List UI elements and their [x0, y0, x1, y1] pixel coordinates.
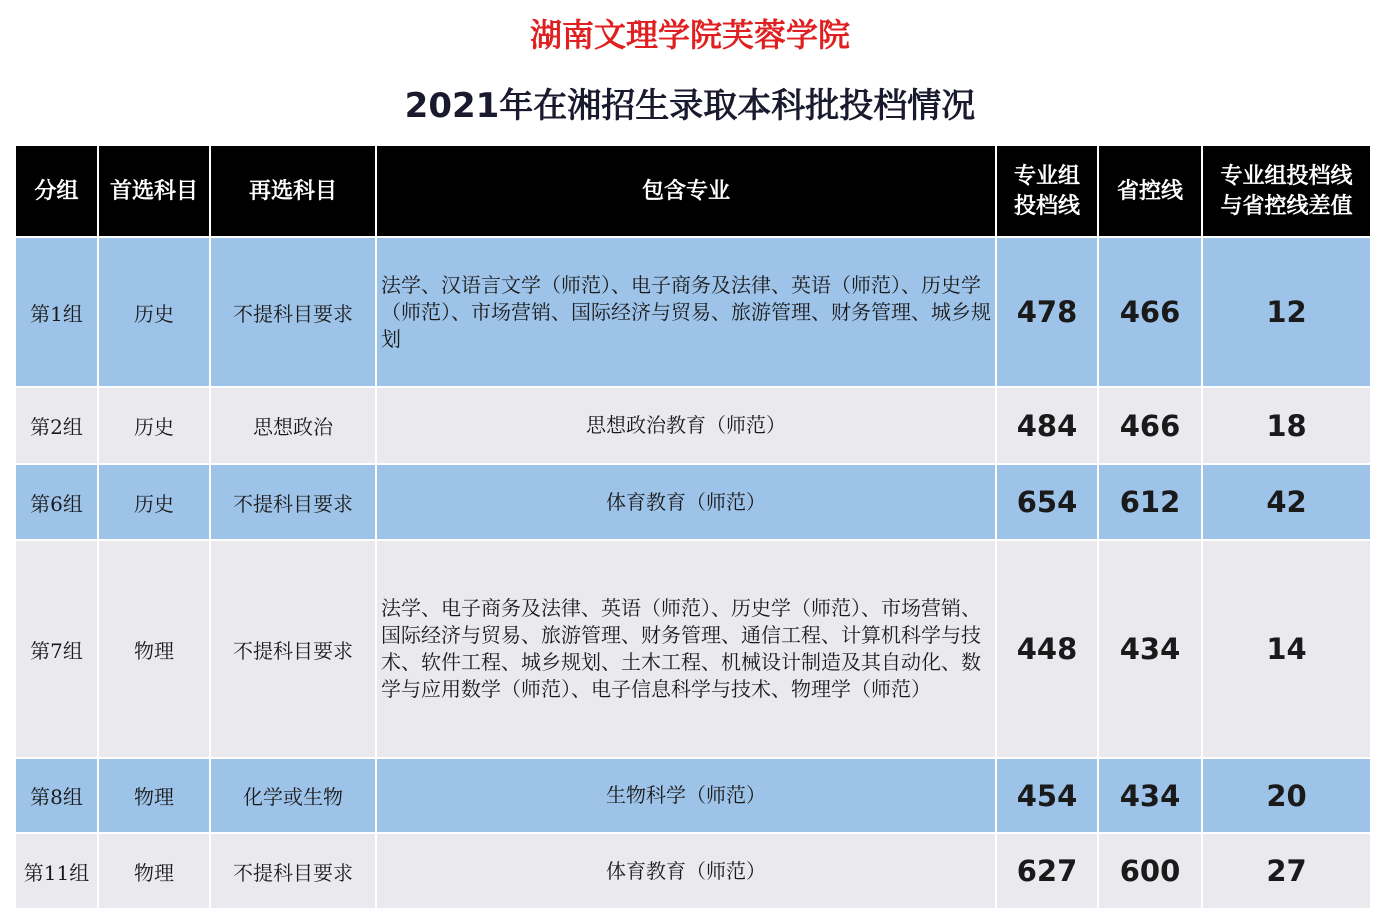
- cell-control-line: 466: [1098, 387, 1202, 464]
- cell-majors: 生物科学（师范）: [376, 758, 996, 833]
- cell-majors: 法学、电子商务及法律、英语（师范）、历史学（师范）、市场营销、国际经济与贸易、旅游管理、财务管理、通信工程、计算机科学与技术、软件工程、城乡规划、土木工程、机械设计制造及其自动化、数学与应用数学（师范）、电子信息科学与技术、物理学（师范）: [376, 540, 996, 758]
- document-title: 2021年在湘招生录取本科批投档情况: [404, 86, 976, 126]
- table-row: [16, 387, 1370, 464]
- cell-second-subject: 不提科目要求: [210, 464, 376, 540]
- cell-second-subject: 思想政治: [210, 387, 376, 464]
- col-header-group: 分组: [16, 146, 98, 237]
- cell-group-score: 454: [996, 758, 1098, 833]
- table-row: [16, 758, 1370, 833]
- table-row: [16, 237, 1370, 387]
- cell-group-score: 448: [996, 540, 1098, 758]
- cell-control-line: 466: [1098, 237, 1202, 387]
- cell-group-score: 654: [996, 464, 1098, 540]
- col-header-difference: 专业组投档线 与省控线差值: [1202, 146, 1370, 237]
- cell-group: 第6组: [16, 464, 98, 540]
- cell-group: 第7组: [16, 540, 98, 758]
- admission-table: [16, 146, 1370, 910]
- cell-majors: 体育教育（师范）: [376, 833, 996, 909]
- cell-difference: 27: [1202, 833, 1370, 909]
- cell-second-subject: 化学或生物: [210, 758, 376, 833]
- cell-majors: 体育教育（师范）: [376, 464, 996, 540]
- cell-control-line: 612: [1098, 464, 1202, 540]
- cell-majors: 思想政治教育（师范）: [376, 387, 996, 464]
- cell-second-subject: 不提科目要求: [210, 833, 376, 909]
- cell-group-score: 627: [996, 833, 1098, 909]
- cell-first-subject: 物理: [98, 540, 210, 758]
- cell-control-line: 434: [1098, 758, 1202, 833]
- school-name: 湖南文理学院芙蓉学院: [529, 16, 850, 54]
- col-header-control-line: 省控线: [1098, 146, 1202, 237]
- col-header-majors: 包含专业: [376, 146, 996, 237]
- cell-group-score: 484: [996, 387, 1098, 464]
- cell-difference: 12: [1202, 237, 1370, 387]
- col-header-group-score: 专业组 投档线: [996, 146, 1098, 237]
- cell-first-subject: 物理: [98, 758, 210, 833]
- cell-difference: 20: [1202, 758, 1370, 833]
- table-header-row: [16, 146, 1370, 237]
- cell-first-subject: 历史: [98, 464, 210, 540]
- cell-second-subject: 不提科目要求: [210, 540, 376, 758]
- cell-group: 第1组: [16, 237, 98, 387]
- cell-control-line: 434: [1098, 540, 1202, 758]
- cell-first-subject: 历史: [98, 387, 210, 464]
- cell-difference: 14: [1202, 540, 1370, 758]
- cell-first-subject: 物理: [98, 833, 210, 909]
- cell-group: 第8组: [16, 758, 98, 833]
- cell-group: 第2组: [16, 387, 98, 464]
- cell-second-subject: 不提科目要求: [210, 237, 376, 387]
- table-row: [16, 540, 1370, 758]
- cell-difference: 18: [1202, 387, 1370, 464]
- cell-first-subject: 历史: [98, 237, 210, 387]
- col-header-second-subject: 再选科目: [210, 146, 376, 237]
- cell-group-score: 478: [996, 237, 1098, 387]
- table-row: [16, 833, 1370, 909]
- cell-difference: 42: [1202, 464, 1370, 540]
- cell-group: 第11组: [16, 833, 98, 909]
- cell-majors: 法学、汉语言文学（师范）、电子商务及法律、英语（师范）、历史学（师范）、市场营销、国际经济与贸易、旅游管理、财务管理、城乡规划: [376, 237, 996, 387]
- cell-control-line: 600: [1098, 833, 1202, 909]
- col-header-first-subject: 首选科目: [98, 146, 210, 237]
- table-row: [16, 464, 1370, 540]
